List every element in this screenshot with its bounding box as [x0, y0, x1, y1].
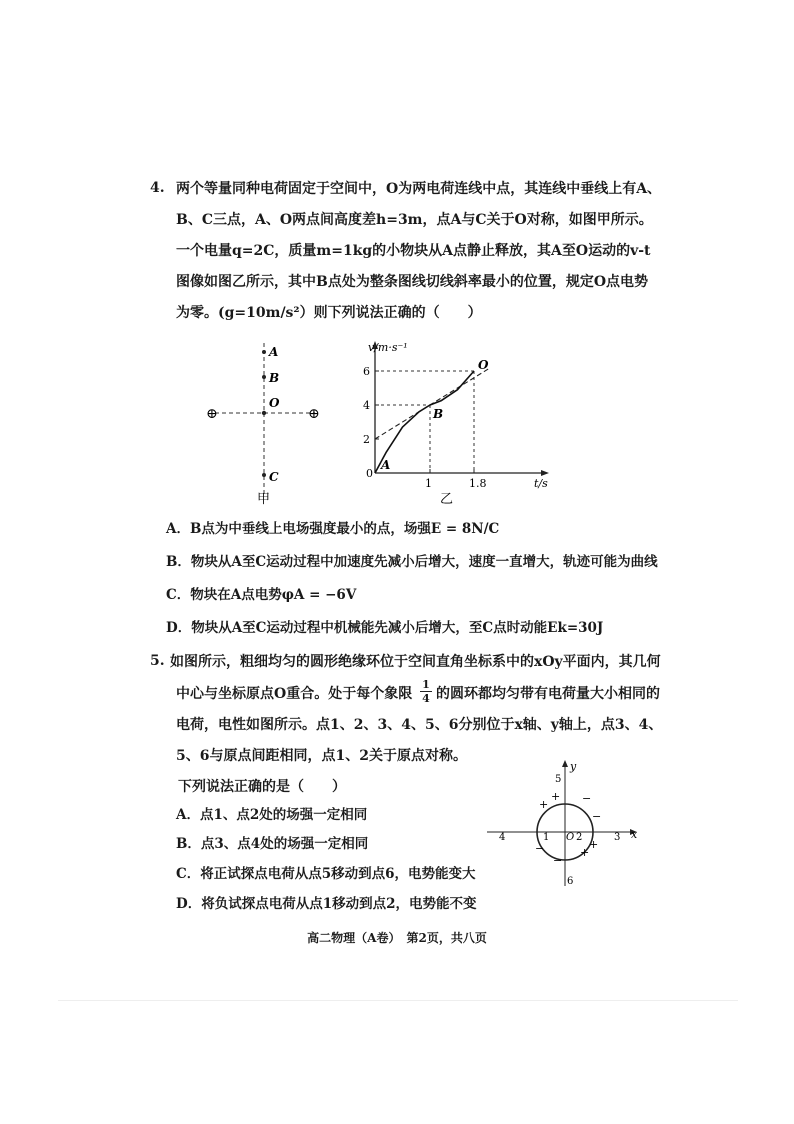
q5-option-b: B．点3、点4处的场强一定相同: [176, 836, 369, 852]
page-footer: 高二物理（A卷） 第2页，共八页: [307, 931, 487, 945]
q4-option-c: C．物块在A点电势φA = −6V: [166, 587, 357, 603]
q4-number: 4.: [150, 180, 165, 196]
q5-line-4: 5、6与原点间距相同，点1、2关于原点对称。: [176, 748, 467, 764]
x-tick-label-0: 1: [425, 477, 432, 490]
q5-option-a: A．点1、点2处的场强一定相同: [176, 807, 368, 823]
x-axis-label: x: [631, 828, 638, 841]
point-5-label: 5: [555, 774, 562, 785]
q4-line-1: 两个等量同种电荷固定于空间中，O为两电荷连线中点，其连线中垂线上有A、: [176, 181, 662, 197]
point-o-dot: [262, 411, 266, 415]
q5-ring-figure: [485, 758, 645, 893]
q4-option-a: A．B点为中垂线上电场强度最小的点，场强E = 8N/C: [166, 521, 500, 537]
q4-line-4: 图像如图乙所示，其中B点处为整条图线切线斜率最小的位置，规定O点电势: [176, 274, 649, 290]
q5-option-c: C．将正试探点电荷从点5移动到点6，电势能变大: [176, 866, 476, 882]
label-o: O: [269, 396, 280, 410]
figure-jia-caption: 甲: [257, 492, 271, 507]
charge-sign-q4-inner: +: [580, 846, 590, 859]
charge-sign-q1-top: −: [582, 792, 592, 805]
charge-sign-q3-bottom: −: [553, 854, 563, 867]
point-3-label: 3: [614, 832, 621, 843]
point-a-label: A: [381, 458, 391, 472]
figure-jia: [195, 335, 335, 510]
label-c: C: [269, 470, 279, 484]
charge-sign-q2-top: +: [551, 790, 561, 803]
q4-line-2: B、C三点，A、O两点间高度差h=3m，点A与C关于O对称，如图甲所示。: [176, 212, 653, 228]
y-axis-label: y: [570, 760, 577, 773]
point-6-label: 6: [567, 876, 574, 887]
fraction-numerator: 1: [420, 678, 432, 692]
y-tick-label-0: 2: [363, 433, 370, 446]
q5-line-1: 如图所示，粗细均匀的圆形绝缘环位于空间直角坐标系中的xOy平面内，其几何: [170, 654, 661, 670]
label-a: A: [269, 345, 279, 359]
point-o-label: O: [478, 358, 489, 372]
y-axis-label: v/m·s⁻¹: [368, 341, 408, 354]
q5-line-3: 电荷，电性如图所示。点1、2、3、4、5、6分别位于x轴、y轴上，点3、4、: [176, 717, 663, 733]
x-tick-label-1: 1.8: [469, 477, 487, 490]
origin-label: O: [566, 832, 575, 843]
q5-line-2a: 中心与坐标原点O重合。处于每个象限: [176, 686, 413, 702]
q4-line-5: 为零。(g=10m/s²）则下列说法正确的（ ）: [176, 305, 482, 321]
label-b: B: [269, 371, 280, 385]
q4-option-d: D．物块从A至C运动过程中机械能先减小后增大，至C点时动能Ek=30J: [166, 620, 604, 636]
right-charge-icon: ⊕: [308, 406, 320, 422]
figure-yi-chart: [340, 335, 560, 510]
q4-line-3: 一个电量q=2C，质量m=1kg的小物块从A点静止释放，其A至O运动的v-t: [176, 243, 651, 259]
q5-number: 5.: [150, 653, 165, 669]
quarter-fraction: [420, 678, 432, 705]
point-a-dot: [262, 350, 266, 354]
x-axis-label: t/s: [534, 477, 548, 490]
figure-yi-caption: 乙: [440, 492, 454, 507]
q5-line-2b: 的圆环都均匀带有电荷量大小相同的: [436, 686, 660, 702]
charge-sign-q2-outer: +: [539, 798, 549, 811]
point-b-label: B: [433, 407, 444, 421]
fraction-denominator: 4: [422, 692, 430, 705]
y-axis-arrow-icon: [562, 760, 568, 767]
q4-option-b: B．物块从A至C运动过程中加速度先减小后增大，速度一直增大，轨迹可能为曲线: [166, 554, 658, 570]
q5-option-d: D．将负试探点电荷从点1移动到点2，电势能不变: [176, 896, 477, 912]
y-tick-label-2: 6: [363, 365, 370, 378]
charge-sign-q4-outer: +: [589, 838, 599, 851]
left-charge-icon: ⊕: [206, 406, 218, 422]
charge-sign-q3-outer: −: [535, 842, 545, 855]
x-axis-arrow-icon: [541, 470, 549, 476]
q5-prompt: 下列说法正确的是（ ）: [178, 779, 346, 795]
scan-edge-line: [58, 1000, 738, 1001]
point-2-label: 2: [576, 832, 583, 843]
point-4-label: 4: [499, 832, 506, 843]
y-tick-label-1: 4: [363, 399, 370, 412]
origin-label: 0: [366, 467, 373, 480]
charge-sign-q1-outer: −: [592, 810, 602, 823]
point-1-label: 1: [543, 832, 550, 843]
point-b-dot: [262, 375, 266, 379]
point-c-dot: [262, 473, 266, 477]
